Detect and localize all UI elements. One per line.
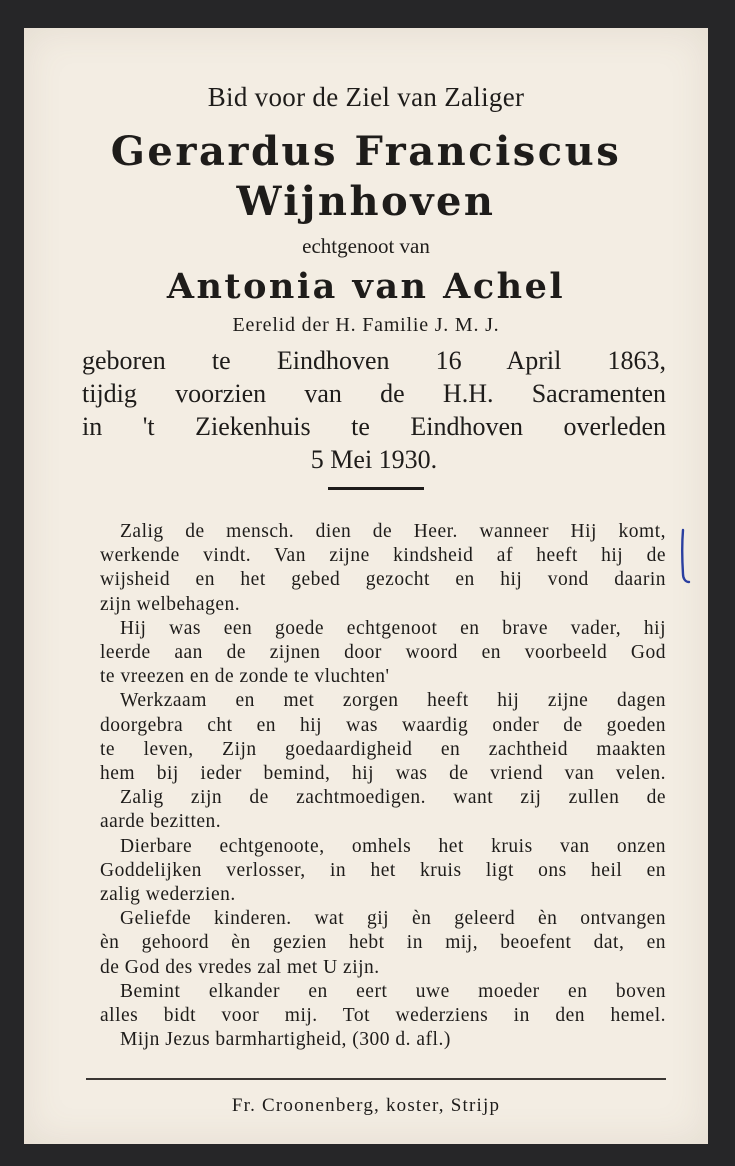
text-line: aarde bezitten. xyxy=(100,811,222,833)
text-line: Geliefde kinderen. wat gij èn geleerd èn ontvangen xyxy=(120,908,666,930)
text-line: Goddelijken verlosser, in het kruis ligt ons heil en xyxy=(100,859,666,881)
printer-credit: Fr. Croonenberg, koster, Strijp xyxy=(231,1095,501,1116)
divider-short xyxy=(328,487,424,490)
text-line: zalig wederzien. xyxy=(100,884,236,906)
text-line: alles bidt voor mij. Tot wederziens in den hemel. xyxy=(100,1005,666,1027)
bio-line: tijdig voorzien van de H.H. Sacramenten xyxy=(82,379,666,408)
text-line: te vreezen en de zonde te vluchten' xyxy=(100,666,390,688)
text-line: èn gehoord èn gezien hebt in mij, beoefent dat, en xyxy=(100,932,666,954)
text-line: Dierbare echtgenoote, omhels het kruis van onzen xyxy=(120,835,666,857)
text-line: Zalig de mensch. dien de Heer. wanneer Hij komt, xyxy=(120,521,666,542)
text-line: Hij was een goede echtgenoot en brave vader, hij xyxy=(120,617,666,639)
pen-mark xyxy=(677,528,691,588)
text-line: hem bij ieder bemind, hij was de vriend van velen. xyxy=(100,763,666,785)
memorial-text xyxy=(100,520,666,1052)
spouse-name: Antonia van Achel xyxy=(166,266,566,307)
text-line: te leven, Zijn goedaardigheid en zachtheid maakten xyxy=(100,738,666,760)
text-line: leerde aan de zijnen door woord en voorbeeld God xyxy=(100,642,666,664)
deceased-surname: Wijnhoven xyxy=(236,178,496,225)
deceased-first-names: Gerardus Franciscus xyxy=(110,128,622,175)
text-line: de God des vredes zal met U zijn. xyxy=(100,956,380,978)
text-line: Werkzaam en met zorgen heeft hij zijne dagen xyxy=(120,690,666,712)
text-line: Bemint elkander en eert uwe moeder en boven xyxy=(120,980,666,1002)
text-line: zijn welbehagen. xyxy=(100,593,241,615)
text-line: doorgebra cht en hij was waardig onder de goeden xyxy=(100,714,666,736)
biography xyxy=(82,344,666,476)
divider-long xyxy=(86,1078,666,1080)
bio-line: in 't Ziekenhuis te Eindhoven overleden xyxy=(82,412,666,441)
memorial-card xyxy=(24,28,708,1144)
death-date: 5 Mei 1930. xyxy=(310,445,438,474)
text-line: wijsheid en het gebed gezocht en hij vond daarin xyxy=(100,569,666,591)
text-line: Zalig zijn de zachtmoedigen. want zij zullen de xyxy=(120,787,666,809)
text-line: Mijn Jezus barmhartigheid, (300 d. afl.) xyxy=(120,1029,451,1051)
honorary-membership: Eerelid der H. Familie J. M. J. xyxy=(232,314,500,336)
spouse-label: echtgenoot van xyxy=(302,234,430,258)
prayer-intro: Bid voor de Ziel van Zaliger xyxy=(207,82,525,112)
text-line: werkende vindt. Van zijne kindsheid af heeft hij de xyxy=(100,545,666,567)
bio-line: geboren te Eindhoven 16 April 1863, xyxy=(82,346,666,375)
